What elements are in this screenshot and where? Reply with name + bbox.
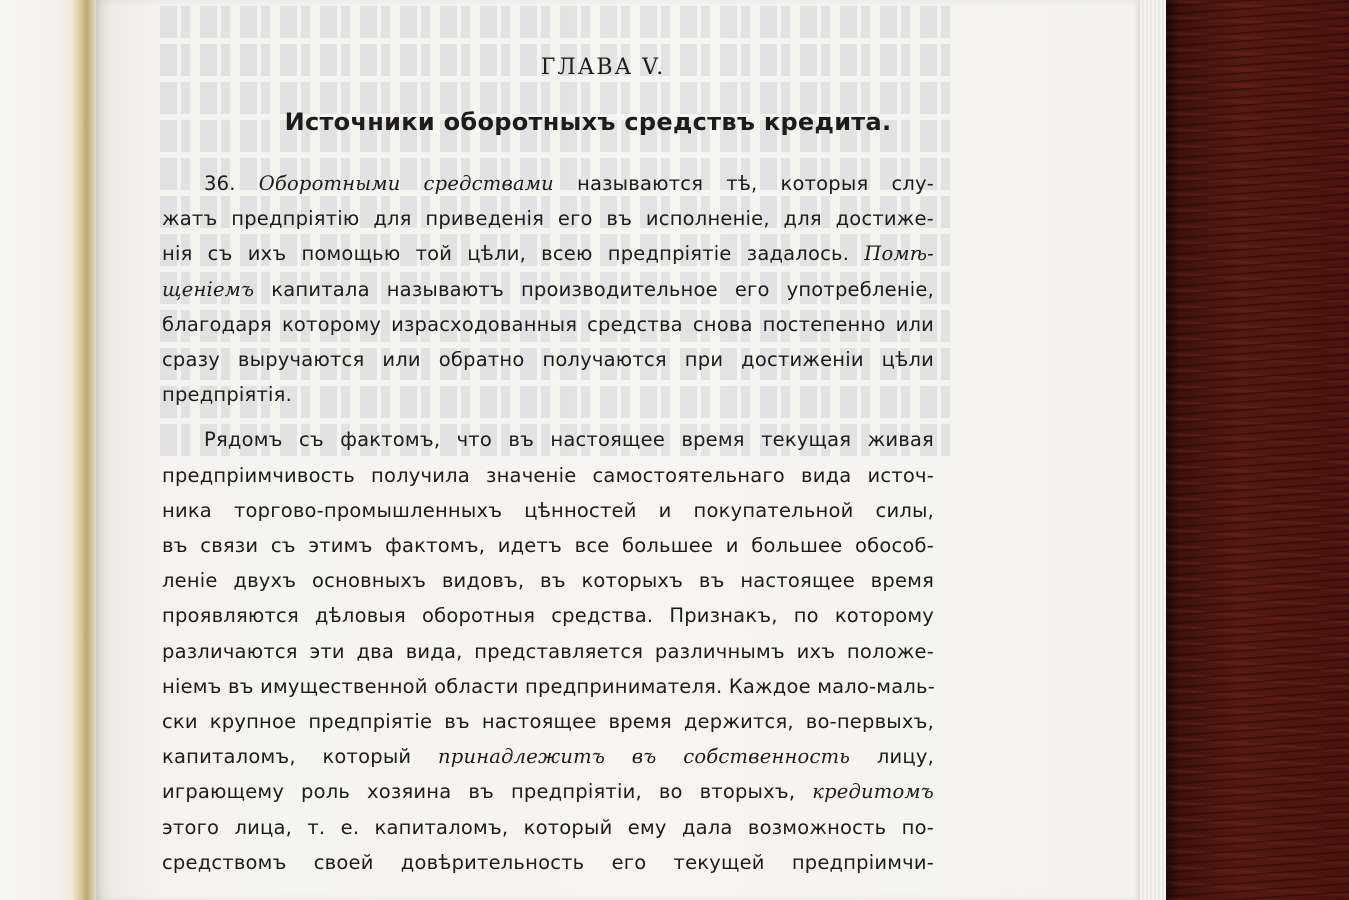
text-line: различаются эти два вида, представляется различнымъ ихъ положе- <box>162 639 934 663</box>
text-line <box>162 236 934 271</box>
text-line: Рядомъ съ фактомъ, что въ настоящее время текущая живая <box>204 428 934 452</box>
wooden-table <box>1166 0 1349 900</box>
text-line: жатъ предпріятію для приведенія его въ исполненіе, для достиже- <box>162 207 934 231</box>
table-shadow <box>1166 0 1180 900</box>
page-text <box>162 55 934 890</box>
text-line: благодаря которому израсходованныя средства снова постепенно или <box>162 312 934 336</box>
text-span: играющему роль хозяина въ предпріятіи, во вторыхъ, <box>162 780 796 804</box>
italic-term: кредитомъ <box>812 780 934 804</box>
paragraph-number: 36. <box>204 172 236 195</box>
text-line: сразу выручаются или обратно получаются при достиженіи цѣли <box>162 348 934 372</box>
text-line <box>162 774 934 809</box>
text-span: капитала называютъ производительное его употребленіе, <box>271 277 934 301</box>
italic-term: принадлежитъ въ собственность <box>438 745 851 769</box>
text-line: ски крупное предпріятіе въ настоящее время держится, во-первыхъ, <box>162 710 934 734</box>
text-line: въ связи съ этимъ фактомъ, идетъ все большее и большее обособ- <box>162 534 934 558</box>
paragraph-36 <box>162 166 934 412</box>
section-heading: Источники оборотныхъ средствъ кредита. <box>284 108 892 136</box>
italic-term: Помѣ- <box>864 242 934 266</box>
chapter-title: ГЛАВА V. <box>540 55 666 80</box>
text-line: средствомъ своей довѣрительность его текущей предпріимчи- <box>162 850 934 874</box>
text-line <box>162 739 934 774</box>
paragraph-2 <box>162 422 934 880</box>
text-line: ніемъ въ имущественной области предпринимателя. Каждое мало-маль- <box>162 674 935 698</box>
text-line: предпріятія. <box>162 383 292 407</box>
text-line: ника торгово-промышленныхъ цѣнностей и покупательной силы, <box>162 498 934 522</box>
book-gutter <box>72 0 98 900</box>
text-span: лицу, <box>876 745 935 769</box>
text-line <box>162 166 934 201</box>
italic-term: щеніемъ <box>162 277 255 301</box>
text-line: предпріимчивость получила значеніе самостоятельнаго вида источ- <box>162 463 934 487</box>
text-span: нія съ ихъ помощью той цѣли, всею предпріятіе задалось. <box>162 242 850 266</box>
page-edges <box>1140 0 1166 900</box>
text-span: называются тѣ, которыя слу- <box>577 172 935 195</box>
text-line: леніе двухъ основныхъ видовъ, въ которыхъ въ настоящее время <box>162 569 934 593</box>
text-span: капиталомъ, который <box>162 745 412 769</box>
text-line <box>162 272 934 307</box>
text-line: проявляются дѣловыя оборотныя средства. Признакъ, по которому <box>162 604 934 628</box>
text-line: этого лица, т. е. капиталомъ, который ему дала возможность по- <box>162 815 934 839</box>
italic-term: Оборотными средствами <box>258 172 554 195</box>
